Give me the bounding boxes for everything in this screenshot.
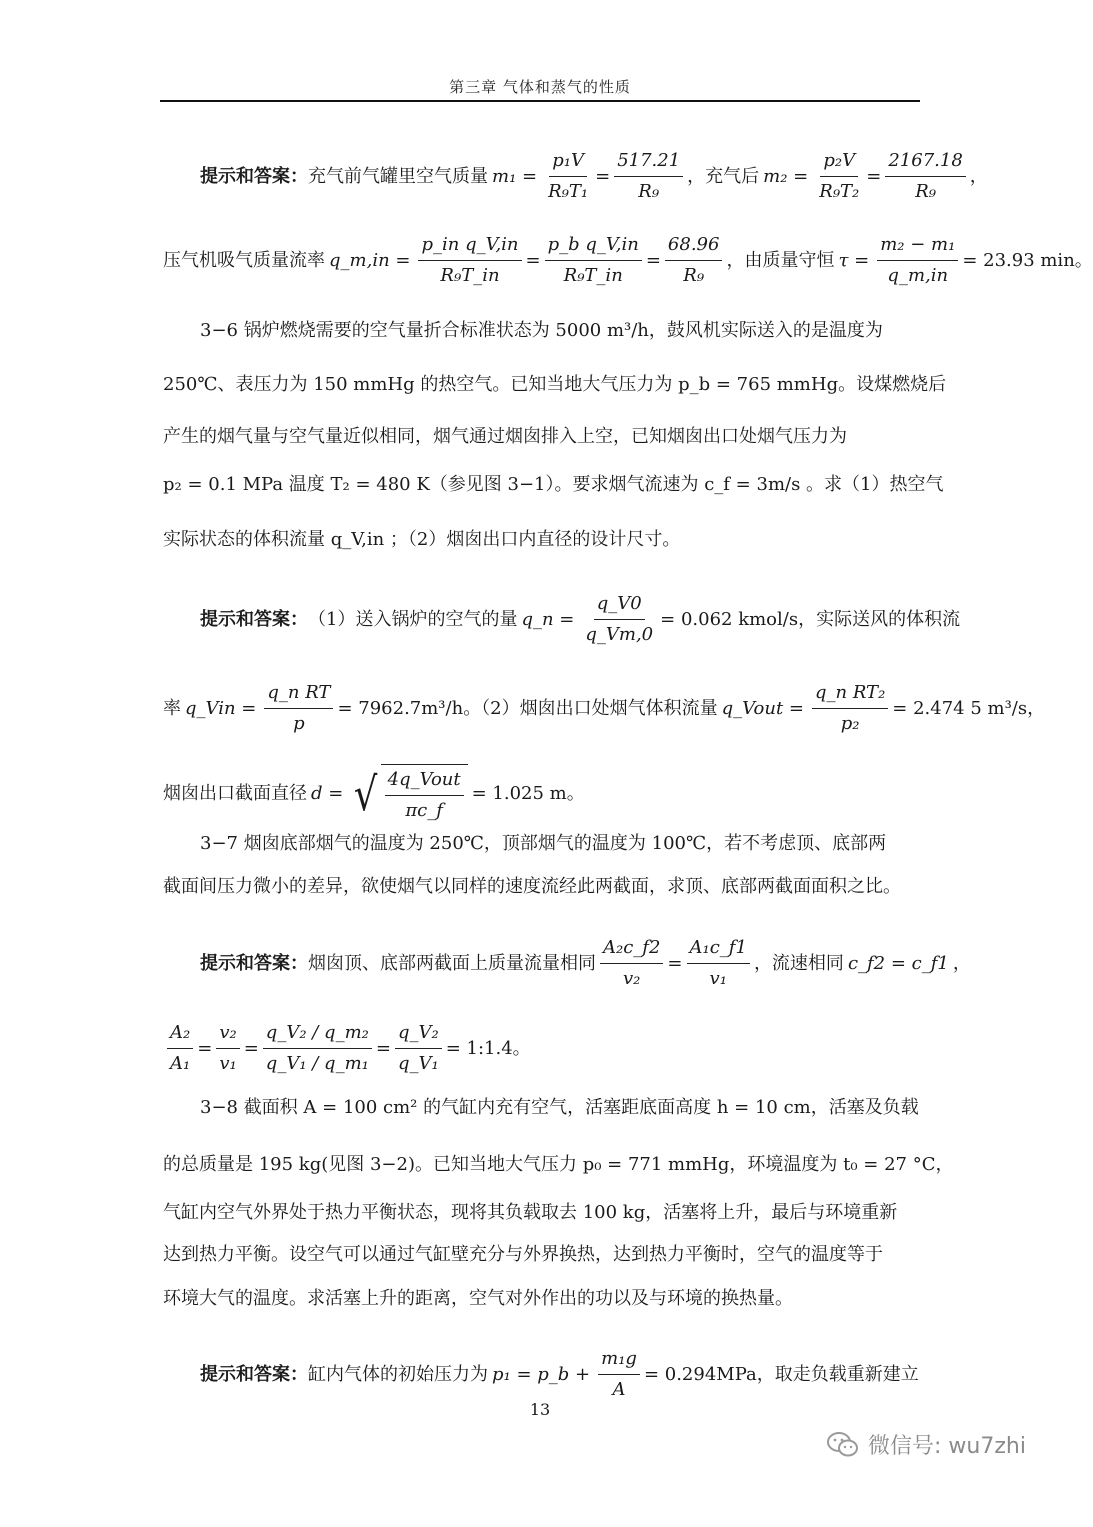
fraction: $\frac{\text{p₁V}}{\text{R₉T₁}}$ [548, 150, 589, 202]
fraction: $\frac{q\_V0}{q\_Vm,0}$ [585, 593, 654, 645]
fraction: $\frac{\text{p\_in q\_V,in}}{\text{R₉T\_in}}$ [418, 232, 521, 289]
fraction: $\frac{\text{p\_b q\_V,in}}{\text{R₉T\_in}}$ [545, 232, 642, 289]
answer-label: 提示和答案： [200, 608, 308, 630]
watermark [826, 1429, 1026, 1460]
answer-3-5-line-2 [163, 232, 1093, 289]
equals: = [866, 165, 882, 187]
equals: = [525, 249, 541, 271]
answer-3-7-line-1 [200, 935, 971, 992]
answer-3-7-line-2 [163, 1020, 920, 1077]
math-lhs: m₁ = [492, 165, 538, 187]
answer-label: 提示和答案： [200, 165, 308, 187]
result: = 23.93 min [962, 249, 1075, 271]
fraction: $\frac{\text{m₁g}}{A}$ [598, 1346, 640, 1403]
header-rule [160, 100, 920, 102]
page-number: 13 [529, 1400, 551, 1419]
fraction: $\frac{\text{A₂}}{\text{A₁}}$ [167, 1020, 193, 1077]
text: ，流速相同 [753, 952, 844, 974]
text: ， [952, 952, 971, 974]
equals: = [197, 1037, 213, 1059]
text: 压气机吸气质量流率 [163, 249, 325, 271]
problem-3-6-line-2: 250℃、表压力为 150 mmHg 的热空气。已知当地大气压力为 p_b = 765 mmHg。设煤燃烧后 [163, 374, 947, 395]
text: ，取走负载重新建立 [756, 1363, 919, 1385]
fraction: $\frac{\text{p₂V}}{\text{R₉T₂}}$ [819, 150, 860, 202]
text: ，充气后 [687, 165, 760, 187]
fraction: $\frac{2167.18}{\text{R₉}}$ [885, 148, 965, 205]
math-lhs: p₁ = p_b + [492, 1363, 591, 1385]
result: = 0.294MPa [643, 1363, 757, 1385]
answer-3-6-line-1 [200, 591, 961, 648]
math-lhs: m₂ = [763, 165, 809, 187]
text: 烟囱出口截面直径 [163, 783, 307, 804]
fraction: $\frac{\text{q\_n RT}}{p}$ [264, 680, 333, 737]
text: 。（2）烟囱出口处烟气体积流量 [463, 697, 718, 719]
text: 。 [566, 783, 585, 804]
text: （1）送入锅炉的空气的量 [308, 608, 518, 630]
answer-3-6-line-2 [163, 680, 1046, 737]
fraction: $\frac{\text{A₂c\_f2}}{\text{v₂}}$ [600, 935, 663, 992]
answer-label: 提示和答案： [200, 952, 308, 974]
problem-3-8-line-3: 气缸内空气外界处于热力平衡状态，现将其负载取去 100 kg，活塞将上升，最后与环境重新 [163, 1202, 898, 1223]
answer-3-5-line-1 [200, 148, 988, 205]
equals: = [243, 1037, 259, 1059]
text: 充气前气罐里空气质量 [308, 165, 488, 187]
text: ，实际送风的体积流 [798, 608, 961, 630]
problem-3-6-line-4: p₂ = 0.1 MPa 温度 T₂ = 480 K（参见图 3−1）。要求烟气流速为 c_f = 3m/s 。求（1）热空气 [163, 474, 944, 495]
result: = 0.062 kmol/s [660, 608, 799, 630]
problem-3-6-line-3: 产生的烟气量与空气量近似相同，烟气通过烟囱排入上空，已知烟囱出口处烟气压力为 [163, 426, 847, 447]
equals: = [645, 249, 661, 271]
math-relation: c_f2 = c_f1 [847, 952, 949, 974]
fraction: $\frac{\text{q\_V₂}}{\text{q\_V₁}}$ [395, 1020, 442, 1077]
problem-3-6-line-1: 3−6 锅炉燃烧需要的空气量折合标准状态为 5000 m³/h，鼓风机实际送入的是温度为 [200, 320, 883, 341]
problem-3-8-line-4: 达到热力平衡。设空气可以通过气缸壁充分与外界换热，达到热力平衡时，空气的温度等于 [163, 1244, 883, 1265]
text: 缸内气体的初始压力为 [308, 1363, 488, 1385]
problem-3-7-line-1: 3−7 烟囱底部烟气的温度为 250℃，顶部烟气的温度为 100℃，若不考虑顶、底部两 [200, 833, 887, 854]
text: 烟囱顶、底部两截面上质量流量相同 [308, 952, 596, 974]
text: 。 [1074, 249, 1093, 271]
result: = 7962.7m³/h [337, 697, 464, 719]
fraction: $\frac{\text{m₂ − m₁}}{q\_m,in}$ [877, 232, 958, 289]
fraction: $\frac{\text{A₁c\_f1}}{\text{v₁}}$ [687, 935, 750, 992]
watermark-text: 微信号: wu7zhi [868, 1434, 1026, 1459]
math-lhs: q_n = [521, 608, 575, 630]
fraction: $\frac{\text{v₂}}{\text{v₁}}$ [216, 1020, 239, 1077]
result: = 1.025 m [471, 783, 567, 804]
text: 率 [163, 697, 181, 719]
math-lhs: τ = [838, 249, 870, 271]
problem-3-8-line-5: 环境大气的温度。求活塞上升的距离，空气对外作出的功以及与环境的换热量。 [163, 1288, 793, 1309]
square-root: √ $\frac{\text{4q\_Vout}}{\pi c\_f}$ [351, 764, 467, 824]
math-lhs: d = [311, 783, 344, 804]
problem-3-6-line-5: 实际状态的体积流量 q_V,in ；（2）烟囱出口内直径的设计尺寸。 [163, 529, 681, 550]
equals: = [375, 1037, 391, 1059]
problem-3-8-line-2: 的总质量是 195 kg(见图 3−2)。已知当地大气压力 p₀ = 771 mmHg，环境温度为 t₀ = 27 °C， [163, 1154, 954, 1175]
wechat-icon [826, 1431, 860, 1459]
fraction: $\frac{517.21}{\text{R₉}}$ [614, 148, 683, 205]
running-header: 第三章 气体和蒸气的性质 [449, 78, 631, 96]
problem-3-8-line-1: 3−8 截面积 A = 100 cm² 的气缸内充有空气，活塞距底面高度 h = 10 cm，活塞及负载 [200, 1097, 919, 1118]
fraction: $\frac{\text{q\_V₂ / q\_m₂}}{\text{q\_V₁ / q\_m₁}}$ [263, 1020, 372, 1077]
fraction: $\frac{68.96}{\text{R₉}}$ [665, 232, 723, 289]
text: ， [1027, 697, 1046, 719]
result: = 2.474 5 m³/s [892, 697, 1028, 719]
result: = 1:1.4 [445, 1037, 513, 1059]
text: ，由质量守恒 [726, 249, 835, 271]
math-lhs: q_Vin = [185, 697, 257, 719]
answer-label: 提示和答案： [200, 1363, 308, 1385]
math-lhs: q_Vout = [721, 697, 804, 719]
text: ， [969, 165, 988, 187]
problem-3-7-line-2: 截面间压力微小的差异，欲使烟气以同样的速度流经此两截面，求顶、底部两截面面积之比。 [163, 876, 901, 897]
fraction: $\frac{\text{q\_n RT₂}}{\text{p₂}}$ [812, 680, 888, 737]
equals: = [595, 165, 611, 187]
text: 。 [512, 1037, 531, 1059]
equals: = [667, 952, 683, 974]
math-lhs: q_m,in = [329, 249, 411, 271]
answer-3-6-line-3 [163, 764, 920, 824]
answer-3-8-line-1 [200, 1346, 920, 1403]
